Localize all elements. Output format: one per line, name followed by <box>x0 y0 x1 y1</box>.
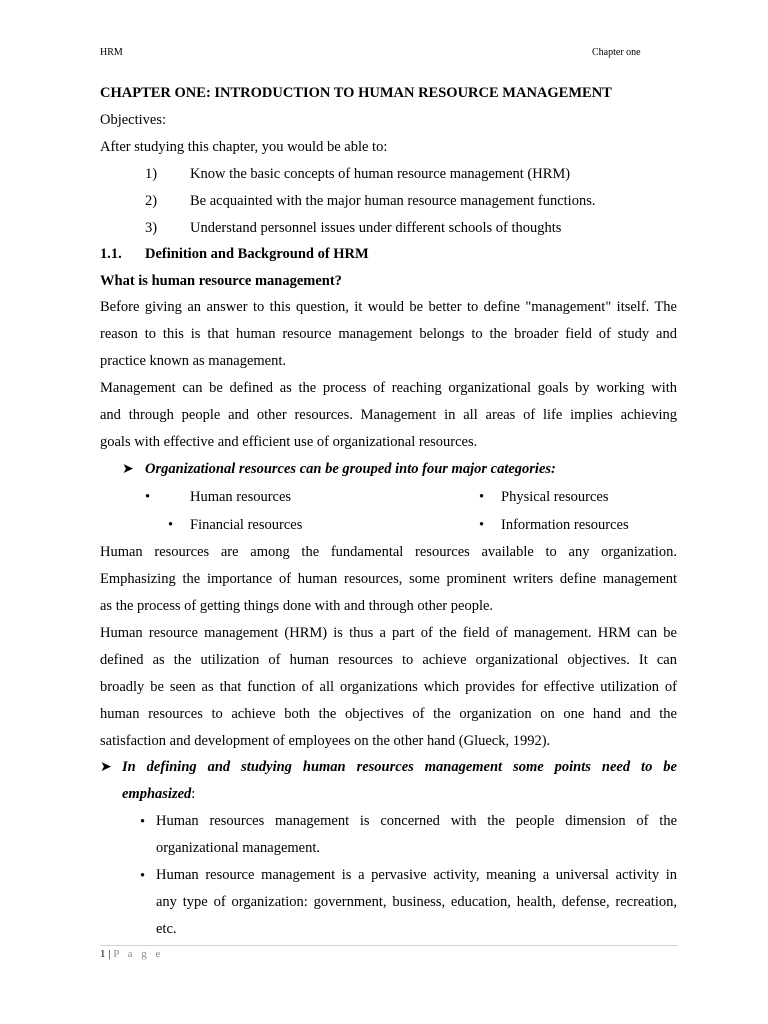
objectives-intro: After studying this chapter, you would be able to: <box>100 139 388 155</box>
emphasis-heading-line <box>122 781 677 808</box>
paragraph <box>100 539 677 620</box>
section-title: Definition and Background of HRM <box>145 246 369 262</box>
resource-physical: Physical resources <box>501 489 609 505</box>
point <box>156 808 677 862</box>
point-line: etc. <box>156 921 177 937</box>
objective-text: Be acquainted with the major human resource management functions. <box>190 193 596 209</box>
bullet-icon: • <box>168 517 174 533</box>
resource-human: Human resources <box>190 489 292 505</box>
page-label: P a g e <box>113 948 164 960</box>
paragraph-line: Emphasizing the importance of human resources, some prominent writers define management <box>100 571 677 587</box>
header-left: HRM <box>100 47 123 58</box>
chapter-title: CHAPTER ONE: INTRODUCTION TO HUMAN RESOURCE MANAGEMENT <box>100 85 612 101</box>
resources-heading: Organizational resources can be grouped into four major categories: <box>145 461 556 477</box>
point-line: Human resource management is a pervasive activity, meaning a universal activity in <box>156 867 677 883</box>
resource-information: Information resources <box>501 517 629 533</box>
arrow-bullet-icon: ➤ <box>122 462 134 477</box>
paragraph-line: Management can be defined as the process of reaching organizational goals by working with <box>100 380 677 396</box>
paragraph-line: Human resources are among the fundamental resources available to any organization. <box>100 544 677 560</box>
arrow-bullet-icon: ➤ <box>100 760 112 775</box>
point-line: Human resources management is concerned with the people dimension of the <box>156 813 677 829</box>
emphasis-heading <box>122 754 677 808</box>
paragraph-line: reason to this is that human resource management belongs to the broader field of study and <box>100 326 677 342</box>
paragraph-line: as the process of getting things done with and through other people. <box>100 598 494 614</box>
paragraph-line: practice known as management. <box>100 353 287 369</box>
bullet-icon: • <box>479 517 485 533</box>
paragraph <box>100 620 677 755</box>
paragraph-line: Before giving an answer to this question, it would be better to define "management" itself. The <box>100 299 677 315</box>
paragraph-line: broadly be seen as that function of all organizations which provides for effective utilization of <box>100 679 677 695</box>
emphasis-colon: : <box>191 786 196 802</box>
point-line: organizational management. <box>156 840 321 856</box>
bullet-icon: • <box>479 489 485 505</box>
question-heading: What is human resource management? <box>100 273 342 289</box>
emphasis-word: emphasized <box>122 786 192 802</box>
paragraph-line: defined as the utilization of human resources to achieve organizational objectives. It can <box>100 652 677 668</box>
header-right: Chapter one <box>592 47 641 58</box>
bullet-icon: • <box>140 814 146 830</box>
page-number: 1 <box>100 948 106 960</box>
paragraph-line: Human resource management (HRM) is thus a part of the field of management. HRM can be <box>100 625 677 641</box>
objective-number: 3) <box>145 220 158 236</box>
objective-text: Know the basic concepts of human resource management (HRM) <box>190 166 571 182</box>
objective-number: 2) <box>145 193 158 209</box>
paragraph <box>100 294 677 375</box>
paragraph-line: human resources to achieve both the objectives of the organization on one hand and the <box>100 706 677 722</box>
objective-number: 1) <box>145 166 158 182</box>
emphasis-heading-line: In defining and studying human resources management some points need to be <box>122 759 677 775</box>
paragraph <box>100 375 677 456</box>
paragraph-line: and through people and other resources. Management in all areas of life implies achieving <box>100 407 677 423</box>
bullet-icon: • <box>140 868 146 884</box>
objective-text: Understand personnel issues under different schools of thoughts <box>190 220 562 236</box>
page-footer <box>100 948 163 960</box>
paragraph-line: satisfaction and development of employees on the other hand (Glueck, 1992). <box>100 733 551 749</box>
page-separator: | <box>108 948 111 960</box>
resource-financial: Financial resources <box>190 517 303 533</box>
point <box>156 862 677 943</box>
footer-divider <box>100 945 678 946</box>
objectives-label: Objectives: <box>100 112 167 128</box>
section-number: 1.1. <box>100 246 122 262</box>
point-line: any type of organization: government, business, education, health, defense, recreation, <box>156 894 677 910</box>
paragraph-line: goals with effective and efficient use of organizational resources. <box>100 434 478 450</box>
bullet-icon: • <box>145 489 151 505</box>
